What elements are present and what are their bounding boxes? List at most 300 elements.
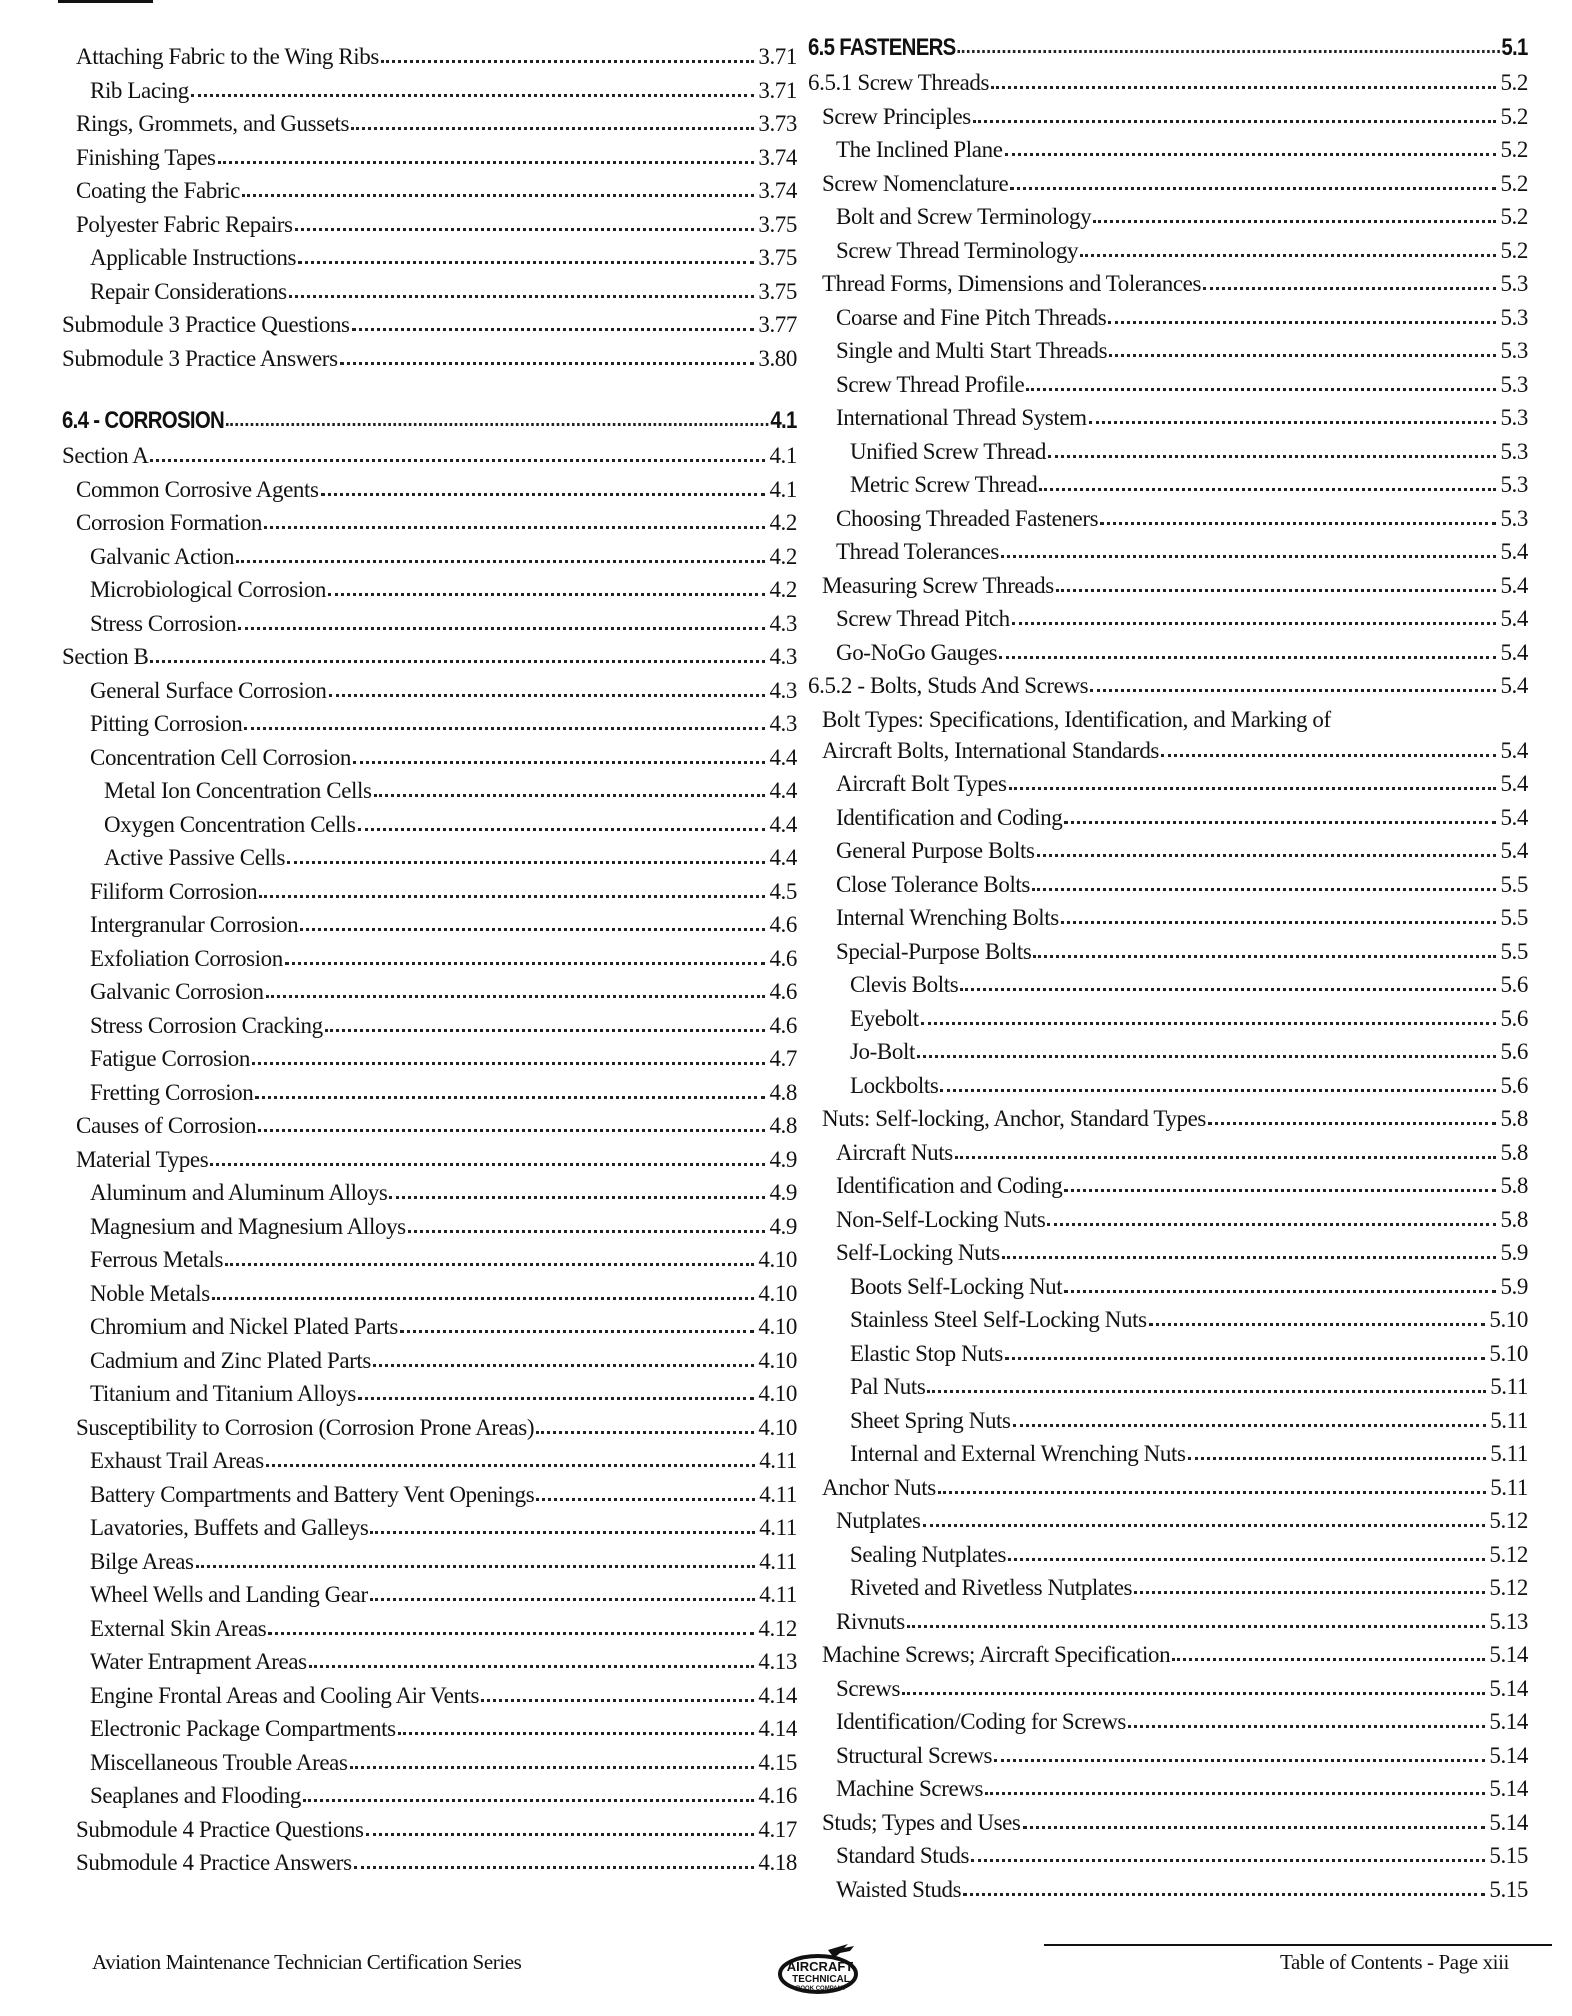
toc-entry-page: 4.16 <box>758 1783 797 1808</box>
toc-entry[interactable] <box>62 1348 797 1382</box>
toc-entry[interactable] <box>808 1341 1528 1375</box>
toc-entry-label: Finishing Tapes <box>76 144 216 170</box>
dot-leader <box>285 962 766 965</box>
toc-entry[interactable] <box>62 477 797 511</box>
toc-entry[interactable] <box>62 443 797 477</box>
dot-leader <box>985 1792 1485 1795</box>
toc-entry-page: 5.10 <box>1489 1307 1528 1332</box>
toc-entry[interactable] <box>808 1843 1528 1877</box>
toc-entry[interactable] <box>808 838 1528 872</box>
toc-entry-page: 4.11 <box>759 1582 797 1607</box>
toc-entry-page: 5.9 <box>1500 1273 1528 1299</box>
toc-entry-label: Material Types <box>76 1146 209 1172</box>
toc-entry-label: Waisted Studs <box>836 1876 962 1902</box>
dot-leader <box>300 928 765 931</box>
toc-entry[interactable] <box>808 1240 1528 1274</box>
toc-entry[interactable] <box>808 606 1528 640</box>
dot-leader <box>940 1089 1496 1092</box>
toc-entry-label: Structural Screws <box>836 1742 993 1768</box>
dot-leader <box>329 694 766 697</box>
toc-entry-page: 5.4 <box>1500 639 1528 665</box>
toc-entry-label: Screw Thread Pitch <box>836 606 1010 631</box>
dot-leader <box>1203 287 1496 290</box>
toc-entry[interactable] <box>62 1247 797 1281</box>
toc-entry-label: Battery Compartments and Battery Vent Openings <box>90 1481 535 1507</box>
dot-leader <box>350 1766 755 1769</box>
toc-entry-label: Noble Metals <box>90 1280 210 1306</box>
toc-entry[interactable] <box>62 812 797 846</box>
toc-entry[interactable] <box>62 111 797 145</box>
toc-entry[interactable] <box>808 1810 1528 1844</box>
toc-entry[interactable] <box>62 279 797 313</box>
toc-entry-page: 5.12 <box>1489 1575 1528 1600</box>
toc-entry[interactable] <box>62 1415 797 1449</box>
toc-entry-page: 5.4 <box>1500 737 1528 763</box>
toc-entry-page: 4.10 <box>758 1314 797 1339</box>
toc-entry-page: 5.2 <box>1500 204 1528 229</box>
dot-leader <box>321 493 766 496</box>
toc-entry-label: Aircraft Bolts, International Standards <box>822 737 1159 763</box>
dot-leader <box>370 1598 755 1601</box>
toc-entry[interactable] <box>808 673 1528 707</box>
toc-entry[interactable] <box>62 1180 797 1214</box>
toc-entry-page: 4.10 <box>758 1381 797 1406</box>
toc-entry-label: Magnesium and Magnesium Alloys <box>90 1213 406 1239</box>
dot-leader <box>303 1799 754 1802</box>
toc-entry-label: Bolt Types: Specifications, Identification, and Marking of <box>822 706 1331 732</box>
toc-entry-page: 4.3 <box>769 610 797 636</box>
section-heading-fasteners[interactable] <box>808 34 1528 70</box>
toc-entry-label: Common Corrosive Agents <box>76 476 319 502</box>
toc-entry[interactable] <box>62 1147 797 1181</box>
dot-leader <box>325 1029 766 1032</box>
toc-entry-page: 4.3 <box>769 677 797 703</box>
toc-entry-label: General Surface Corrosion <box>90 677 327 703</box>
toc-entry[interactable] <box>808 171 1528 205</box>
toc-entry-label: Stress Corrosion <box>90 610 237 636</box>
toc-entry-label: Rivnuts <box>836 1608 905 1634</box>
dot-leader <box>1012 622 1497 625</box>
toc-entry-page: 4.13 <box>758 1649 797 1674</box>
toc-entry[interactable] <box>808 104 1528 138</box>
dot-leader <box>295 228 755 231</box>
toc-entry[interactable] <box>808 1374 1528 1408</box>
toc-entry-page: 5.14 <box>1489 1742 1528 1768</box>
toc-list-corrosion <box>62 443 797 1884</box>
toc-entry-label: General Purpose Bolts <box>836 838 1035 863</box>
toc-entry-label: Unified Screw Thread <box>850 438 1046 464</box>
toc-entry[interactable] <box>62 644 797 678</box>
toc-entry-page: 4.9 <box>769 1146 797 1172</box>
toc-entry-label: Clevis Bolts <box>850 972 959 997</box>
toc-entry-label: Susceptibility to Corrosion (Corrosion Prone Areas) <box>76 1414 535 1440</box>
toc-entry-page: 3.71 <box>758 77 797 103</box>
toc-entry[interactable] <box>62 544 797 578</box>
toc-entry[interactable] <box>62 1080 797 1114</box>
toc-entry[interactable] <box>62 1616 797 1650</box>
toc-entry-label: Metal Ion Concentration Cells <box>104 778 372 803</box>
dot-leader <box>1032 888 1496 891</box>
toc-entry[interactable] <box>808 506 1528 540</box>
toc-entry-label: Applicable Instructions <box>90 245 297 270</box>
dot-leader <box>927 1390 1486 1393</box>
toc-entry[interactable] <box>808 1575 1528 1609</box>
toc-entry[interactable] <box>62 1683 797 1717</box>
toc-entry[interactable] <box>808 1776 1528 1810</box>
dot-leader <box>328 593 766 596</box>
dot-leader <box>408 1230 766 1233</box>
dot-leader <box>266 1464 755 1467</box>
toc-entry-page: 5.15 <box>1489 1876 1528 1902</box>
toc-entry-page: 5.6 <box>1500 972 1528 997</box>
dot-leader <box>1089 421 1497 424</box>
toc-entry-page: 3.75 <box>758 211 797 237</box>
dot-leader <box>264 526 765 529</box>
toc-entry-label: Bilge Areas <box>90 1548 194 1574</box>
dot-leader <box>289 295 755 298</box>
toc-entry[interactable] <box>808 1307 1528 1341</box>
toc-entry[interactable] <box>808 1039 1528 1073</box>
toc-entry-label: Chromium and Nickel Plated Parts <box>90 1314 398 1339</box>
toc-entry-label: Non-Self-Locking Nuts <box>836 1206 1046 1232</box>
toc-entry[interactable] <box>62 1281 797 1315</box>
toc-entry[interactable] <box>62 1716 797 1750</box>
toc-entry-page: 4.6 <box>769 979 797 1004</box>
dot-leader <box>917 1055 1497 1058</box>
toc-entry-label: Screw Thread Terminology <box>836 237 1079 263</box>
toc-entry-page: 4.10 <box>758 1414 797 1440</box>
toc-entry[interactable] <box>808 305 1528 339</box>
dot-leader <box>1008 1558 1485 1561</box>
toc-entry-page: 5.5 <box>1500 871 1528 897</box>
toc-entry[interactable] <box>808 972 1528 1006</box>
toc-entry[interactable] <box>808 771 1528 805</box>
toc-entry-label: Causes of Corrosion <box>76 1113 257 1138</box>
toc-entry[interactable] <box>808 573 1528 607</box>
dot-leader <box>907 1625 1486 1628</box>
toc-entry-label: Titanium and Titanium Alloys <box>90 1381 356 1406</box>
toc-entry-page: 5.3 <box>1500 405 1528 430</box>
toc-entry[interactable] <box>62 1214 797 1248</box>
toc-entry-page: 5.3 <box>1500 505 1528 531</box>
dot-leader <box>236 560 765 563</box>
toc-entry-page: 4.14 <box>758 1682 797 1708</box>
toc-entry[interactable] <box>62 510 797 544</box>
svg-text:AIRCRAFT: AIRCRAFT <box>786 1959 854 1974</box>
toc-entry-page: 5.6 <box>1500 1072 1528 1098</box>
toc-entry-page: 5.8 <box>1500 1173 1528 1198</box>
toc-entry-page: 4.2 <box>769 510 797 535</box>
toc-entry[interactable] <box>62 912 797 946</box>
toc-entry-page: 3.74 <box>758 178 797 203</box>
toc-entry[interactable] <box>808 238 1528 272</box>
dot-leader <box>1039 488 1496 491</box>
toc-entry-label: Self-Locking Nuts <box>836 1240 1000 1265</box>
toc-entry[interactable] <box>808 1274 1528 1308</box>
toc-entry[interactable] <box>808 372 1528 406</box>
toc-entry-label: Riveted and Rivetless Nutplates <box>850 1575 1133 1600</box>
toc-entry[interactable] <box>808 70 1528 104</box>
toc-entry[interactable] <box>62 1850 797 1884</box>
toc-entry[interactable] <box>62 1817 797 1851</box>
toc-entry-label: Microbiological Corrosion <box>90 577 326 602</box>
toc-entry-label: Machine Screws <box>836 1776 984 1801</box>
top-rule <box>58 0 153 3</box>
toc-entry[interactable] <box>808 1676 1528 1710</box>
toc-entry-page: 5.13 <box>1489 1608 1528 1634</box>
toc-entry-label: Aircraft Nuts <box>836 1139 953 1165</box>
dot-leader <box>374 794 766 797</box>
toc-entry[interactable] <box>62 711 797 745</box>
toc-entry[interactable] <box>808 707 1528 738</box>
dot-leader <box>1056 589 1497 592</box>
toc-entry[interactable] <box>62 946 797 980</box>
toc-entry-page: 5.10 <box>1489 1340 1528 1366</box>
toc-entry[interactable] <box>62 145 797 179</box>
dot-leader <box>536 1431 754 1434</box>
toc-entry-label: Ferrous Metals <box>90 1247 224 1272</box>
toc-entry[interactable] <box>62 1046 797 1080</box>
toc-entry[interactable] <box>808 1408 1528 1442</box>
dot-leader <box>191 94 755 97</box>
toc-entry[interactable] <box>808 805 1528 839</box>
dot-leader <box>536 1498 755 1501</box>
toc-entry-label: Pitting Corrosion <box>90 711 243 736</box>
toc-entry-label: External Skin Areas <box>90 1615 267 1641</box>
toc-list-fasteners <box>808 70 1528 1910</box>
toc-entry-label: Stress Corrosion Cracking <box>90 1012 323 1038</box>
toc-list-submodule-3 <box>62 44 797 379</box>
toc-entry-label: Concentration Cell Corrosion <box>90 744 351 770</box>
toc-entry[interactable] <box>808 1542 1528 1576</box>
toc-entry-page: 4.17 <box>758 1816 797 1842</box>
dot-leader <box>1013 1424 1487 1427</box>
dot-leader <box>1001 555 1497 558</box>
toc-entry-page: 4.9 <box>769 1213 797 1239</box>
dot-leader <box>150 660 765 663</box>
toc-entry[interactable] <box>808 137 1528 171</box>
dot-leader <box>1172 1658 1485 1661</box>
toc-entry-label: Single and Multi Start Threads <box>836 338 1108 363</box>
toc-entry[interactable] <box>808 1106 1528 1140</box>
toc-entry[interactable] <box>62 1482 797 1516</box>
dot-leader <box>1188 1457 1487 1460</box>
toc-entry[interactable] <box>62 1013 797 1047</box>
toc-entry[interactable] <box>808 1073 1528 1107</box>
toc-entry[interactable] <box>808 338 1528 372</box>
dot-leader <box>1128 1725 1485 1728</box>
toc-entry[interactable] <box>808 539 1528 573</box>
dot-leader <box>212 1297 755 1300</box>
dot-leader <box>373 1364 754 1367</box>
dot-leader <box>225 1263 754 1266</box>
toc-entry-page: 5.6 <box>1500 1039 1528 1064</box>
toc-entry-label: Screw Thread Profile <box>836 371 1025 397</box>
toc-entry[interactable] <box>62 312 797 346</box>
toc-entry[interactable] <box>62 1582 797 1616</box>
toc-entry[interactable] <box>62 1113 797 1147</box>
toc-entry-page: 5.3 <box>1500 472 1528 497</box>
dot-leader <box>902 1692 1485 1695</box>
toc-entry[interactable] <box>808 1173 1528 1207</box>
dot-leader <box>973 120 1497 123</box>
toc-entry[interactable] <box>62 178 797 212</box>
toc-entry[interactable] <box>808 905 1528 939</box>
dot-leader <box>353 761 766 764</box>
toc-entry-label: Anchor Nuts <box>822 1474 936 1500</box>
toc-entry[interactable] <box>808 405 1528 439</box>
footer-rule <box>1044 1944 1552 1946</box>
dot-leader <box>1064 1189 1496 1192</box>
toc-entry[interactable] <box>62 845 797 879</box>
toc-entry-label: Coating the Fabric <box>76 178 240 203</box>
toc-entry-label: Thread Tolerances <box>836 539 999 564</box>
toc-entry-label: 6.5.2 - Bolts, Studs And Screws <box>808 673 1089 698</box>
toc-entry-label: Seaplanes and Flooding <box>90 1783 301 1808</box>
dot-leader <box>1048 455 1496 458</box>
toc-entry-label: Lavatories, Buffets and Galleys <box>90 1515 369 1540</box>
dot-leader <box>923 1524 1486 1527</box>
toc-entry-page: 5.2 <box>1500 170 1528 196</box>
toc-entry[interactable] <box>62 212 797 246</box>
toc-entry[interactable] <box>808 1743 1528 1777</box>
toc-entry-page: 4.8 <box>769 1113 797 1138</box>
toc-entry[interactable] <box>808 1877 1528 1911</box>
dot-leader <box>960 988 1496 991</box>
toc-entry[interactable] <box>62 1649 797 1683</box>
dot-leader <box>242 194 754 197</box>
toc-entry[interactable] <box>808 1441 1528 1475</box>
toc-entry[interactable] <box>62 1314 797 1348</box>
toc-entry[interactable] <box>62 879 797 913</box>
toc-entry[interactable] <box>808 1006 1528 1040</box>
toc-entry[interactable] <box>808 271 1528 305</box>
toc-entry-page: 5.5 <box>1500 905 1528 930</box>
toc-entry-label: Section B <box>62 644 149 669</box>
toc-entry-page: 5.11 <box>1490 1374 1528 1399</box>
toc-entry[interactable] <box>808 204 1528 238</box>
toc-entry[interactable] <box>62 979 797 1013</box>
toc-entry[interactable] <box>62 611 797 645</box>
toc-entry[interactable] <box>62 745 797 779</box>
aircraft-technical-logo-icon <box>776 1940 862 1998</box>
toc-entry[interactable] <box>62 78 797 112</box>
toc-entry-page: 5.4 <box>1500 673 1528 698</box>
toc-entry-label: Coarse and Fine Pitch Threads <box>836 304 1107 330</box>
toc-entry-label: Screw Nomenclature <box>822 170 1009 196</box>
toc-entry[interactable] <box>808 472 1528 506</box>
dot-leader <box>1093 220 1496 223</box>
section-heading-page: 4.1 <box>770 407 797 434</box>
toc-entry[interactable] <box>62 44 797 78</box>
toc-entry-page: 3.74 <box>758 144 797 170</box>
toc-entry-page: 4.9 <box>769 1180 797 1205</box>
toc-entry[interactable] <box>62 1448 797 1482</box>
dot-leader <box>921 1022 1497 1025</box>
toc-entry[interactable] <box>62 1783 797 1817</box>
dot-leader <box>358 1397 754 1400</box>
dot-leader <box>1108 321 1496 324</box>
toc-entry-page: 5.9 <box>1500 1240 1528 1265</box>
toc-entry-label: Screw Principles <box>822 103 971 129</box>
toc-entry[interactable] <box>808 1508 1528 1542</box>
toc-entry-page: 5.2 <box>1500 237 1528 263</box>
section-heading-label: 6.5 FASTENERS <box>808 34 956 61</box>
dot-leader <box>1090 689 1496 692</box>
dot-leader <box>481 1699 754 1702</box>
toc-entry-label: Nutplates <box>836 1508 921 1533</box>
toc-entry-page: 4.4 <box>769 811 797 837</box>
dot-leader <box>196 1565 756 1568</box>
toc-entry-page: 5.8 <box>1500 1106 1528 1131</box>
dot-leader <box>1061 921 1497 924</box>
dot-leader <box>366 1833 755 1836</box>
toc-entry-label: Jo-Bolt <box>850 1039 915 1064</box>
toc-entry[interactable] <box>62 1750 797 1784</box>
dot-leader <box>1064 1290 1496 1293</box>
toc-entry[interactable] <box>62 678 797 712</box>
toc-entry-label: Elastic Stop Nuts <box>850 1340 1003 1366</box>
toc-entry[interactable] <box>62 1515 797 1549</box>
section-heading-corrosion[interactable] <box>62 407 797 443</box>
toc-entry[interactable] <box>808 1207 1528 1241</box>
toc-entry-page: 4.10 <box>758 1247 797 1272</box>
toc-entry-label: Thread Forms, Dimensions and Tolerances <box>822 271 1202 296</box>
toc-entry-label: Corrosion Formation <box>76 510 262 535</box>
toc-entry[interactable] <box>808 872 1528 906</box>
toc-entry-page: 5.2 <box>1500 103 1528 129</box>
toc-entry[interactable] <box>808 439 1528 473</box>
dot-leader <box>1080 254 1496 257</box>
toc-entry-page: 4.6 <box>769 945 797 971</box>
toc-entry-label: Choosing Threaded Fasteners <box>836 505 1099 531</box>
dot-leader <box>1005 153 1497 156</box>
toc-entry-page: 3.77 <box>758 312 797 337</box>
toc-entry[interactable] <box>808 640 1528 674</box>
dot-leader <box>1005 1357 1485 1360</box>
dot-leader <box>252 1062 765 1065</box>
toc-entry-label: Exfoliation Corrosion <box>90 945 283 971</box>
toc-entry[interactable] <box>62 577 797 611</box>
dot-leader <box>398 1732 755 1735</box>
toc-entry[interactable] <box>808 1609 1528 1643</box>
toc-entry-page: 4.12 <box>758 1615 797 1641</box>
toc-entry[interactable] <box>62 245 797 279</box>
toc-entry[interactable] <box>62 1549 797 1583</box>
toc-entry[interactable] <box>808 1475 1528 1509</box>
toc-entry[interactable] <box>808 1140 1528 1174</box>
toc-entry-page: 4.2 <box>769 543 797 569</box>
toc-entry-page: 4.4 <box>769 845 797 870</box>
toc-entry[interactable] <box>808 1642 1528 1676</box>
toc-entry[interactable] <box>62 778 797 812</box>
toc-entry-label: Fretting Corrosion <box>90 1079 254 1105</box>
toc-entry[interactable] <box>808 939 1528 973</box>
toc-entry[interactable] <box>62 346 797 380</box>
dot-leader <box>994 1759 1485 1762</box>
toc-entry-page: 4.4 <box>769 778 797 803</box>
dot-leader <box>1026 388 1496 391</box>
dot-leader <box>266 995 766 998</box>
dot-leader <box>1109 354 1496 357</box>
toc-entry[interactable] <box>62 1381 797 1415</box>
toc-entry-label: Filiform Corrosion <box>90 878 258 904</box>
toc-entry[interactable] <box>808 1709 1528 1743</box>
dot-leader <box>268 1632 754 1635</box>
toc-entry-page: 5.3 <box>1500 438 1528 464</box>
toc-entry[interactable] <box>808 738 1528 772</box>
dot-leader <box>1023 1826 1486 1829</box>
